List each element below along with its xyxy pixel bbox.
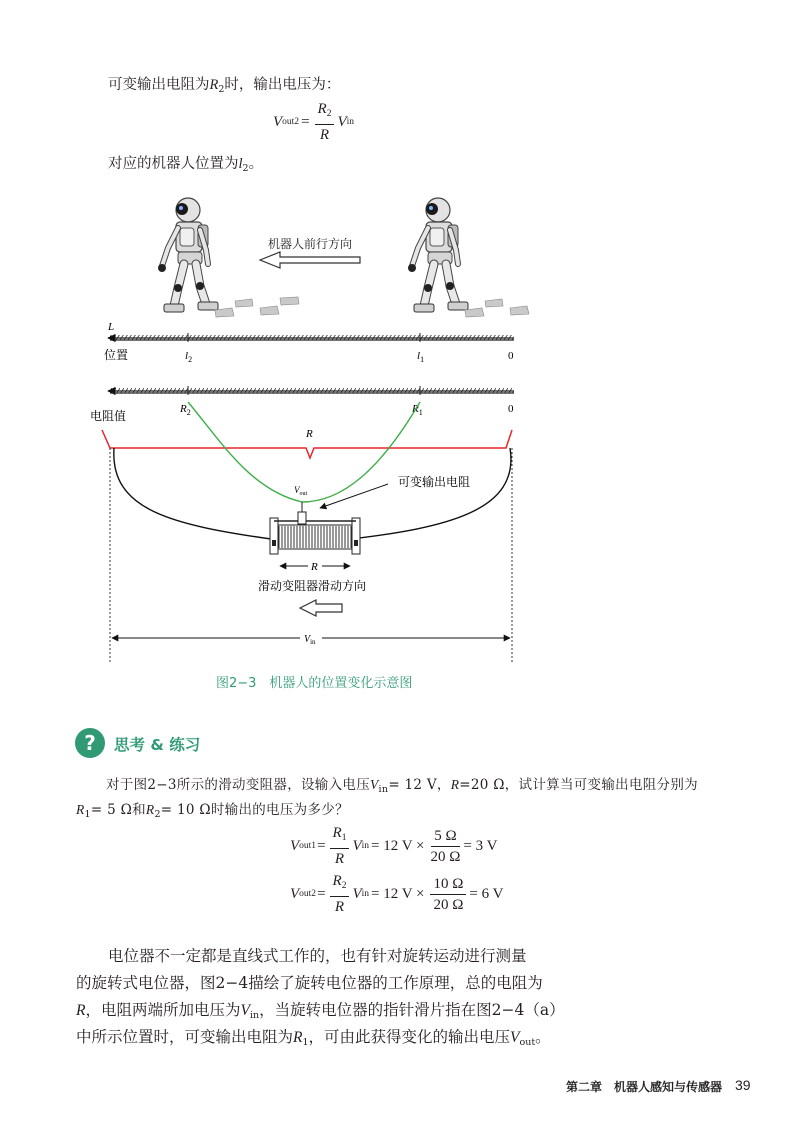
footprints-right [465, 299, 529, 317]
body-line-2: 的旋转式电位器，图2−4描绘了旋转电位器的工作原理，总的电阻为 [76, 974, 543, 992]
vout-label: $V_{out}$ [294, 485, 308, 497]
output-green-curve [188, 402, 420, 502]
R-mid-label: R [306, 428, 313, 440]
slide-direction-arrow [300, 600, 342, 616]
variable-resistor-label: 可变输出电阻 [398, 475, 471, 489]
resistance-label: 电阻值 [90, 409, 127, 423]
zero-label-1: 0 [508, 350, 514, 362]
footprints-left [215, 297, 299, 317]
exercise-title: 思考 & 练习 [114, 736, 201, 754]
l2-label: $l_2$ [185, 350, 193, 364]
equation-vout1: V out1 = $\frac{R_1}{R}$ V in = 12 V × $\frac{5 \Omega}{20 \Omega}$ = 3 V [290, 825, 498, 867]
intro-line-1: 可变输出电阻为$R_2$时，输出电压为： [108, 77, 341, 95]
figure-2-3 [80, 190, 540, 670]
exercise-question-line-2: $R_1= 5$ Ω和$R_2= 10$ Ω时输出的电压为多少？ [76, 802, 349, 820]
body-line-4: 中所示位置时，可变输出电阻为$R_1$，可由此获得变化的输出电压$V_{out}$。 [76, 1028, 551, 1048]
axis-L-label: L [108, 321, 115, 333]
equation-vout2: V out2 = $\frac{R_2}{R}$ V in = 12 V × $\frac{10 \Omega}{20 \Omega}$ = 6 V [290, 873, 504, 915]
position-label: 位置 [104, 348, 129, 362]
footer-chapter: 第二章 机器人感知与传感器 [566, 1080, 723, 1094]
slide-direction-label: 滑动变阻器滑动方向 [258, 579, 367, 593]
question-icon: ? [75, 728, 105, 758]
intro-line-2: 对应的机器人位置为$l_2$。 [108, 156, 264, 174]
formula-vout2: V out2 = $\frac{R_2}{R}$ V in [273, 101, 355, 143]
R1-label: $R_1$ [412, 403, 423, 417]
body-line-3: R，电阻两端所加电压为$V_{in}$，当旋转电位器的指针滑片指在图2−4（a） [76, 1001, 565, 1021]
direction-arrow [260, 252, 360, 268]
robot-right-icon [408, 198, 468, 312]
vin-label: $V_{in}$ [304, 634, 316, 646]
exercise-question-line-1: 对于图2−3所示的滑动变阻器，设输入电压$V_{in}= 12$ V，R=20 Ω，试计算当可变输出电阻分别为 [106, 777, 698, 795]
R-bottom-label: R [311, 561, 318, 573]
figure-caption: 图2−3 机器人的位置变化示意图 [216, 676, 413, 691]
robot-left-icon [158, 198, 218, 312]
page-number: 39 [735, 1077, 751, 1093]
R2-label: $R_2$ [180, 403, 191, 417]
l1-label: $l_1$ [417, 350, 425, 364]
body-line-1: 电位器不一定都是直线式工作的，也有针对旋转运动进行测量 [108, 947, 527, 965]
zero-label-2: 0 [508, 403, 514, 415]
direction-label: 机器人前行方向 [268, 237, 353, 251]
potentiometer-icon [270, 502, 360, 554]
